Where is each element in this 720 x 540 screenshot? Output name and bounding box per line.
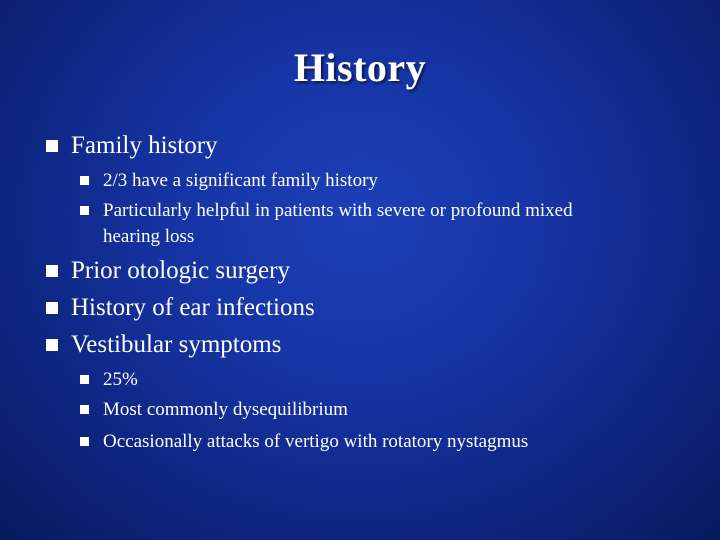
square-bullet-icon bbox=[80, 206, 89, 215]
sub-bullet-text: Most commonly dysequilibrium bbox=[103, 399, 348, 420]
bullet-text: Family history bbox=[71, 132, 218, 159]
sub-bullet-text-line-1: Particularly helpful in patients with severe or profound mixed bbox=[103, 200, 573, 221]
bullet-text: History of ear infections bbox=[71, 294, 315, 321]
sub-bullet-text: Occasionally attacks of vertigo with rotatory nystagmus bbox=[103, 431, 529, 452]
square-bullet-icon bbox=[46, 140, 58, 152]
square-bullet-icon bbox=[80, 405, 89, 414]
bullet-text: Vestibular symptoms bbox=[71, 331, 282, 358]
square-bullet-icon bbox=[80, 437, 89, 446]
bullet-text: Prior otologic surgery bbox=[71, 257, 290, 284]
square-bullet-icon bbox=[46, 339, 58, 351]
square-bullet-icon bbox=[80, 176, 89, 185]
square-bullet-icon bbox=[46, 265, 58, 277]
sub-bullet-text: 2/3 have a significant family history bbox=[103, 170, 378, 191]
sub-bullet-text-line-2: hearing loss bbox=[103, 226, 195, 247]
square-bullet-icon bbox=[80, 375, 89, 384]
square-bullet-icon bbox=[46, 302, 58, 314]
sub-bullet-text: 25% bbox=[103, 369, 138, 390]
slide-title: History bbox=[293, 45, 427, 90]
